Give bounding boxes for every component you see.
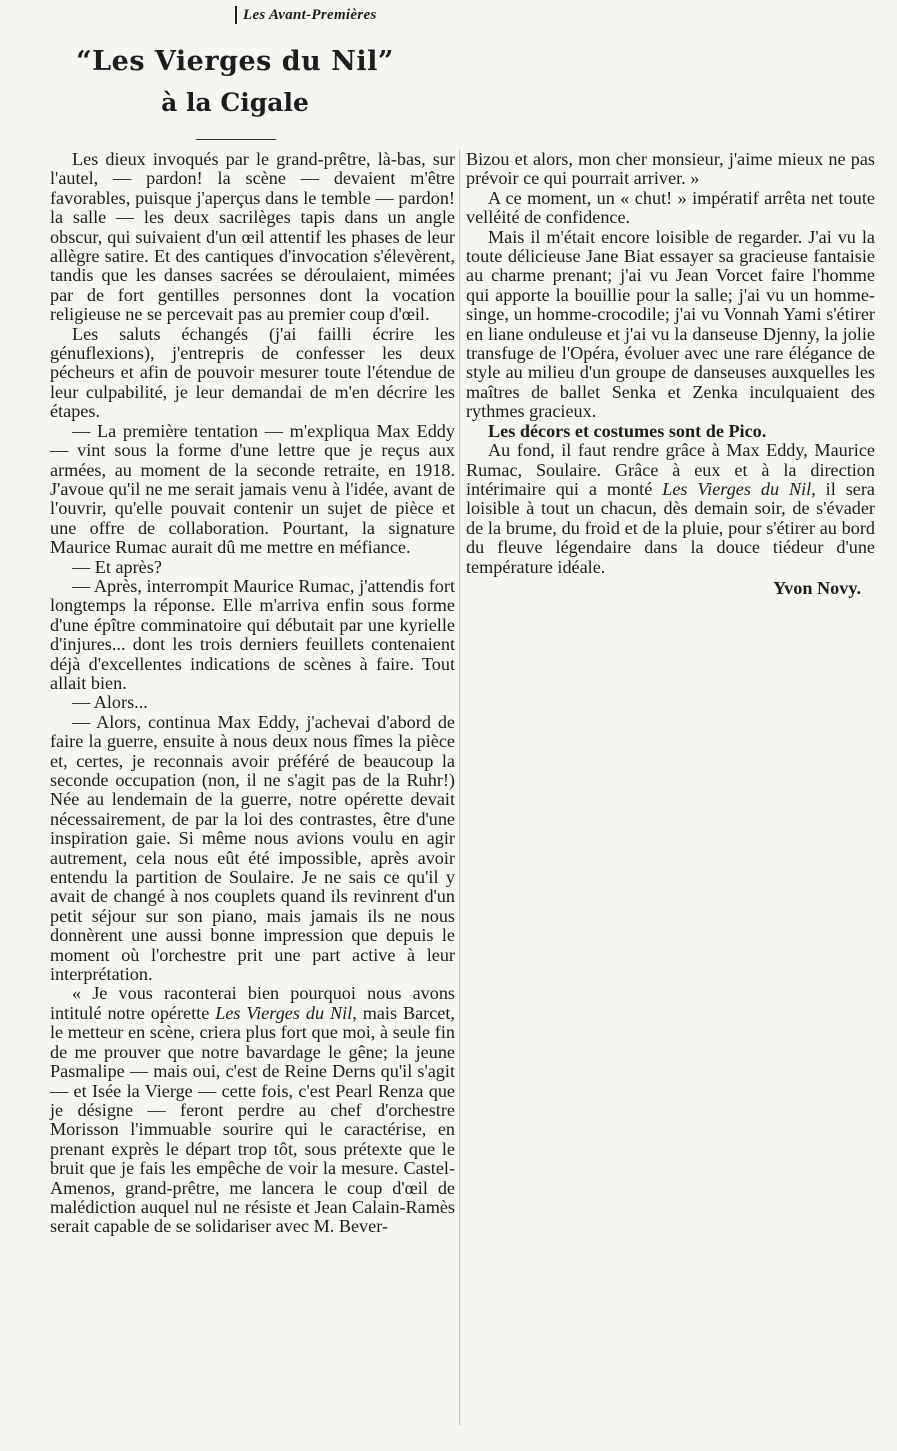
- title-separator: [196, 139, 276, 140]
- paragraph: Les dieux invoqués par le grand-prêtre, là-bas, sur l'autel, — pardon! la scène — devaient m'être favorables, puisque j'aperçus dans le temble — pardon! la salle — les deux sacrilèges tapis dans un angle obscur, qui suivaient d'un œil attentif les phases de leur allègre satire. Et des cantiques d'invocation s'élevèrent, tandis que les danses sacrées se déroulaient, mimées par de fort gentilles personnes dont la vocation religieuse ne se percevait pas au premier coup d'œil.: [50, 149, 455, 325]
- paragraph: Les saluts échangés (j'ai failli écrire les génuflexions), j'entrepris de confesser les deux pécheurs et afin de pouvoir mesurer toute l'étendue de leur culpabilité, je leur demandai de m'en décrire les étapes.: [50, 323, 455, 422]
- right-column: [466, 150, 875, 598]
- paragraph-text: , mais Barcet, le metteur en scène, criera plus fort que moi, à seule fin de me prouver que notre bavardage le gêne; la jeune Pasmalipe — mais oui, c'est de Reine Derns qu'il s'agit — et Isée la Vierge — cette fois, c'est Pearl Renza que je désigne — feront perdre au chef d'orchestre Morisson l'immuable sourire qui le caractérise, en prenant exprès le départ trop tôt, sous prétexte que le bruit que je fais les empêche de voir la mesure. Castel-Amenos, grand-prêtre, me lancera le coup d'œil de malédiction auquel nul ne résiste et Jean Calain-Ramès serait capable de se solidariser avec M. Bever-: [50, 1002, 455, 1237]
- paragraph: — Alors, continua Max Eddy, j'achevai d'abord de faire la guerre, ensuite à nous deux nous fîmes la pièce et, certes, je reconnais avoir préféré de beaucoup la seconde occupation (non, il ne s'agit pas de la Ruhr!) Née au lendemain de la guerre, notre opérette devait nécessairement, de par la loi des contrastes, être d'une inspiration gaie. Si même nous avions voulu en agir autrement, cela nous eût été impossible, après avoir entendu la partition de Soulaire. Je ne sais ce qu'il y avait de changé à nos couplets quand ils revinrent d'un petit séjour sur son piano, mais jamais ils ne nous donnèrent une aussi bonne impression que depuis le moment où l'orchestre prit une part active à leur interprétation.: [50, 711, 455, 985]
- paragraph: Mais il m'était encore loisible de regarder. J'ai vu la toute délicieuse Jane Biat essayer sa gracieuse fantaisie au charme prenant; j'ai vu Jean Vorcet faire l'homme qui apporte la bouillie pour la salle; j'ai vu un homme-singe, un homme-crocodile; j'ai vu Vonnah Yami s'étirer en liane onduleuse et j'ai vu la danseuse Djenny, la jolie transfuge de l'Opéra, évoluer avec une rare élégance de style au milieu d'un groupe de danseuses auxquelles les maîtres de ballet Senka et Zenka inculquaient des rythmes gracieux.: [466, 226, 875, 422]
- paragraph: [50, 984, 455, 1236]
- article-title: “Les Vierges du Nil”: [76, 46, 394, 77]
- section-rubric: Les Avant-Premières: [235, 6, 377, 24]
- article-subtitle: à la Cigale: [161, 88, 309, 117]
- operetta-title: Les Vierges du Nil: [215, 1002, 353, 1023]
- paragraph: Les décors et costumes sont de Pico.: [488, 420, 767, 441]
- author-signature: Yvon Novy.: [773, 577, 861, 598]
- column-divider: [459, 150, 460, 1425]
- paragraph: Bizou et alors, mon cher monsieur, j'aime mieux ne pas prévoir ce qui pourrait arriver. »: [466, 149, 875, 189]
- paragraph-text: « Je vous raconterai bien pourquoi nous avons intitulé notre opérette: [50, 983, 455, 1023]
- paragraph-text: , il sera loisible à tout un chacun, dès demain soir, de s'évader de la brume, du froid et de la pluie, pour s'étirer au bord du fleuve légendaire dans la douce tiédeur d'une température idéale.: [466, 478, 875, 577]
- paragraph: — Après, interrompit Maurice Rumac, j'attendis fort longtemps la réponse. Elle m'arriva enfin sous forme d'une épître comminatoire qui débutait par une kyrielle d'injures... dont les trois derniers feuillets contenaient déjà d'excellentes indications de scènes à faire. Tout allait bien.: [50, 575, 455, 693]
- operetta-title: Les Vierges du Nil: [662, 478, 812, 499]
- paragraph: A ce moment, un « chut! » impératif arrêta net toute velléité de confidence.: [466, 187, 875, 228]
- paragraph: — Et après?: [72, 556, 162, 577]
- paragraph-text: Au fond, il faut rendre grâce à Max Eddy, Maurice Rumac, Soulaire. Grâce à eux et à la direction intérimaire qui a monté: [466, 440, 875, 499]
- left-column: [50, 150, 455, 1237]
- paragraph: — Alors...: [72, 692, 148, 713]
- paragraph: — La première tentation — m'expliqua Max Eddy — vint sous la forme d'une lettre que je reçus aux armées, au moment de la seconde retraite, en 1918. J'avoue qu'il ne me serait jamais venu à l'idée, avant de l'ouvrir, qu'elle pouvait contenir un sujet de pièce et une offre de collaboration. Pourtant, la signature Maurice Rumac aurait dû me mettre en méfiance.: [50, 420, 455, 558]
- paragraph: [466, 441, 875, 577]
